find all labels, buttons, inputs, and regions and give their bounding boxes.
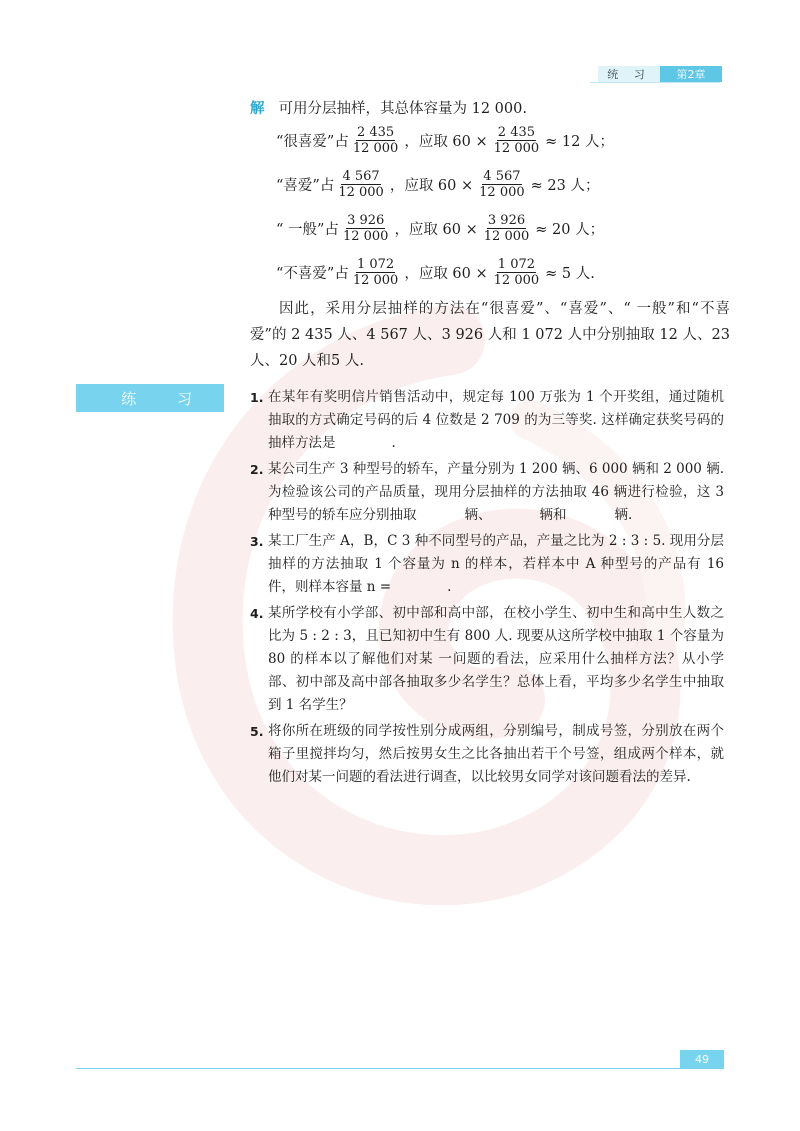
exercise-text-part: 辆. <box>614 507 633 523</box>
chapter-label: 第2章 <box>660 66 722 82</box>
calc-result: ≈ 23 人； <box>530 177 600 194</box>
calc-result: ≈ 5 人. <box>545 265 595 282</box>
solution-intro-row <box>250 96 730 118</box>
exercise-text: 某所学校有小学部、初中部和高中部，在校小学生、初中生和高中生人数之比为 5 : 2 : 3，且已知初中生有 800 人. 现要从这所学校中抽取 1 个容量为 80 的样本以了解他们对某 一问题的看法，应采用什么抽样方法？从小学部、初中部及高中部各抽取多少名学生？总体上看，平均多少名学生中抽取到 1 名学生？ <box>268 605 724 713</box>
fraction <box>493 125 541 156</box>
calc-line <box>276 162 730 206</box>
fraction-denominator: 12 000 <box>342 228 389 244</box>
fraction <box>483 213 531 244</box>
exercise-list <box>250 386 724 792</box>
fraction-numerator: 4 567 <box>483 168 521 184</box>
fraction-denominator: 12 000 <box>493 272 540 288</box>
page-number: 49 <box>680 1050 724 1068</box>
fraction-numerator: 3 926 <box>487 212 526 228</box>
exercise-number: 1. <box>250 390 264 405</box>
fraction-numerator: 1 072 <box>497 256 536 272</box>
fraction-denominator: 12 000 <box>352 272 399 288</box>
calc-prefix: “不喜爱”占 <box>276 265 349 282</box>
exercise-text-part: . <box>391 435 396 451</box>
footer-divider <box>76 1068 724 1069</box>
exercise-text-part: . <box>447 579 452 595</box>
calc-prefix: “喜爱”占 <box>276 177 335 194</box>
fraction <box>352 125 400 156</box>
exercise-text-part: 辆、 <box>464 507 492 523</box>
calc-prefix: “很喜爱”占 <box>276 133 349 150</box>
exercise-number: 3. <box>250 534 264 549</box>
calc-mid: ，应取 60 × <box>404 133 488 150</box>
fraction-denominator: 12 000 <box>479 184 525 200</box>
calc-result: ≈ 12 人； <box>545 133 614 150</box>
calc-line <box>276 250 730 294</box>
exercise-item <box>250 602 724 717</box>
exercise-item <box>250 720 724 789</box>
exercise-text <box>268 458 724 527</box>
fraction-denominator: 12 000 <box>483 228 530 244</box>
fraction-numerator: 3 926 <box>347 212 385 228</box>
exercise-text <box>268 386 724 455</box>
calc-line <box>276 118 730 162</box>
fraction-numerator: 1 072 <box>356 256 395 272</box>
calc-prefix: “ 一般”占 <box>276 221 339 238</box>
calc-mid: ，应取 60 × <box>389 177 474 194</box>
header-divider <box>590 82 720 83</box>
exercise-text-part: 某公司生产 3 种型号的轿车，产量分别为 1 200 辆、6 000 辆和 2 000 辆. 为检验该公司的产品质量，现用分层抽样的方法抽取 46 辆进行检验，这 3 种型号的轿车应分别抽取 <box>268 461 724 523</box>
solution-label: 解 <box>250 100 265 117</box>
fraction-denominator: 12 000 <box>352 140 399 156</box>
fraction-numerator: 2 435 <box>497 124 536 140</box>
fraction <box>352 257 400 288</box>
exercise-text <box>268 530 724 599</box>
exercise-text: 将你所在班级的同学按性别分成两组，分别编号，制成号签，分别放在两个箱子里搅拌均匀，然后按男女生之比各抽出若干个号签，组成两个样本，就他们对某一问题的看法进行调查，以比较男女同学对该问题看法的差异. <box>268 723 724 785</box>
exercise-text-part: 在某年有奖明信片销售活动中，规定每 100 万张为 1 个开奖组，通过随机抽取的方式确定号码的后 4 位数是 2 709 的为三等奖. 这样确定获奖号码的抽样方法是 <box>268 389 724 451</box>
exercise-item <box>250 530 724 599</box>
exercise-number: 2. <box>250 462 264 477</box>
calc-mid: ，应取 60 × <box>394 221 478 238</box>
exercise-number: 4. <box>250 606 264 621</box>
solution-conclusion: 因此，采用分层抽样的方法在“很喜爱”、“喜爱”、“ 一般”和“不喜爱”的 2 435 人、4 567 人、3 926 人和 1 072 人中分别抽取 12 人、23 人、20 人和5 人. <box>250 301 730 369</box>
exercise-text-part: 辆和 <box>539 507 567 523</box>
fraction-numerator: 4 567 <box>342 168 380 184</box>
solution-block <box>250 96 730 374</box>
fraction <box>478 169 526 200</box>
fraction <box>493 257 541 288</box>
exercise-item <box>250 458 724 527</box>
calc-result: ≈ 20 人； <box>535 221 605 238</box>
exercise-item <box>250 386 724 455</box>
fraction-denominator: 12 000 <box>493 140 540 156</box>
calc-line <box>276 206 730 250</box>
fraction <box>337 169 385 200</box>
exercise-number: 5. <box>250 724 264 739</box>
exercise-text-part: 某工厂生产 A，B，C 3 种不同型号的产品，产量之比为 2 : 3 : 5. 现用分层抽样的方法抽取 1 个容量为 n 的样本，若样本中 A 种型号的产品有 16 件，则样本容量 n = <box>268 533 724 595</box>
section-header-tag <box>598 66 722 82</box>
fraction-denominator: 12 000 <box>338 184 384 200</box>
calc-mid: ，应取 60 × <box>404 265 488 282</box>
practice-section-title: 练 习 <box>76 384 224 412</box>
solution-intro: 可用分层抽样，其总体容量为 12 000. <box>278 100 527 117</box>
fraction-numerator: 2 435 <box>356 124 395 140</box>
section-label: 统 习 <box>598 66 660 82</box>
fraction <box>342 213 390 244</box>
